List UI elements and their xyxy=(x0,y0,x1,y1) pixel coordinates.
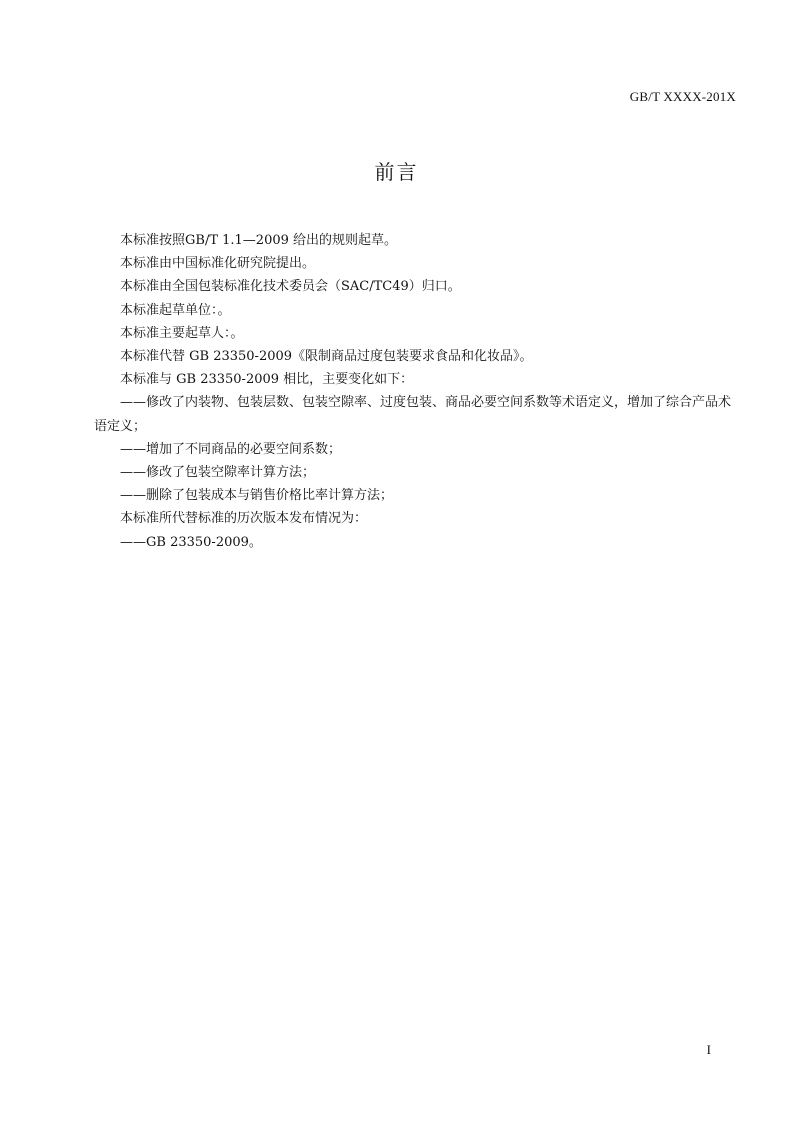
foreword-body xyxy=(94,229,740,554)
paragraph-change-cost-ratio: ——删除了包装成本与销售价格比率计算方法； xyxy=(120,488,394,504)
standard-code: GB/T XXXX-201X xyxy=(629,89,736,104)
paragraph-history-intro: 本标准所代替标准的历次版本发布情况为： xyxy=(120,511,368,527)
paragraph-changes-intro: 本标准与 GB 23350-2009 相比，主要变化如下： xyxy=(120,372,414,388)
page-number: I xyxy=(706,1042,711,1057)
paragraph-drafting-units: 本标准起草单位：。 xyxy=(120,302,231,318)
paragraph-change-terms: ——修改了内装物、包装层数、包装空隙率、过度包装、商品必要空间系数等术语定义，增加了综合产品术语定义； xyxy=(94,395,732,434)
paragraph-change-space-coefficient: ——增加了不同商品的必要空间系数； xyxy=(120,441,342,457)
paragraph-drafting-rules: 本标准按照GB/T 1.1—2009 给出的规则起草。 xyxy=(120,233,398,248)
paragraph-committee: 本标准由全国包装标准化技术委员会（SAC/TC49）归口。 xyxy=(120,279,461,295)
paragraph-history-item: ——GB 23350-2009。 xyxy=(120,534,262,550)
paragraph-drafters: 本标准主要起草人：。 xyxy=(120,325,244,341)
paragraph-change-void-ratio: ——修改了包装空隙率计算方法； xyxy=(120,465,316,481)
page-title: 前言 xyxy=(374,160,419,184)
paragraph-replaces: 本标准代替 GB 23350-2009《限制商品过度包装要求食品和化妆品》。 xyxy=(120,349,533,365)
paragraph-proposer: 本标准由中国标准化研究院提出。 xyxy=(120,256,316,272)
